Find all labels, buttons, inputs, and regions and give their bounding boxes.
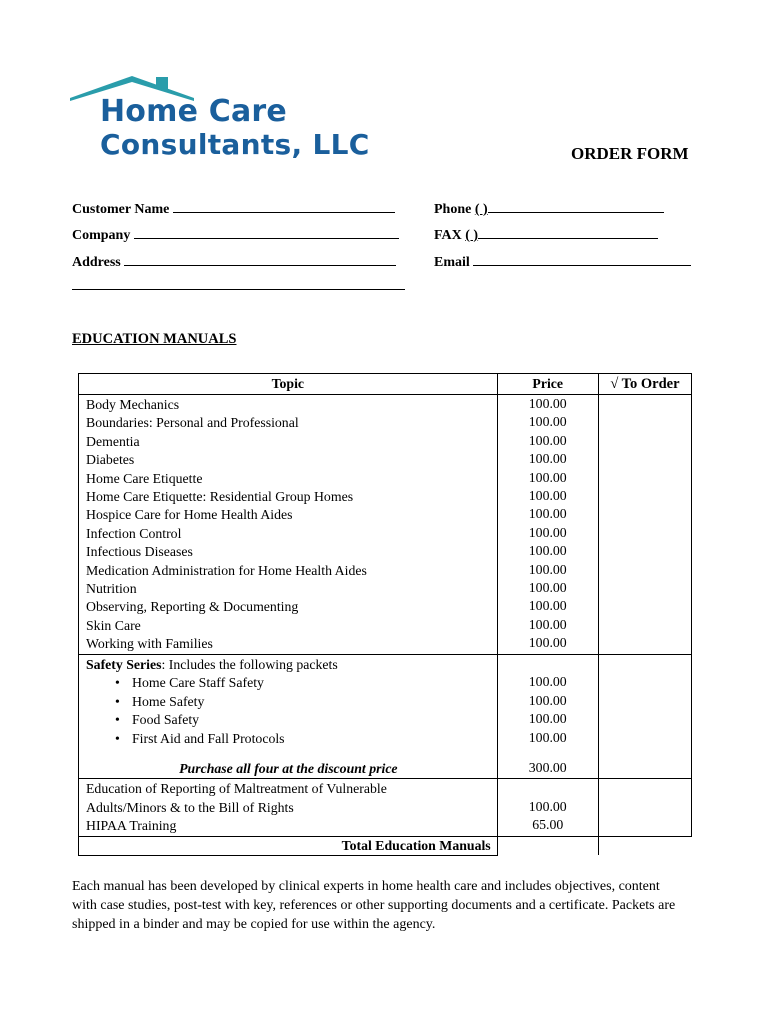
manual-price: 100.00 xyxy=(528,598,567,614)
manual-price: 100.00 xyxy=(528,524,567,540)
manual-price: 100.00 xyxy=(528,580,567,596)
topic-header: Topic xyxy=(79,374,498,395)
safety-packet-price: 100.00 xyxy=(528,729,567,745)
discount-price: 300.00 xyxy=(528,760,567,776)
email-field[interactable] xyxy=(434,251,691,271)
safety-packet-price: 100.00 xyxy=(528,692,567,708)
safety-packet-item: • Home Care Staff Safety xyxy=(86,674,491,693)
safety-packet-item: • Food Safety xyxy=(86,711,491,730)
manual-price: 100.00 xyxy=(528,469,567,485)
manual-topic: Nutrition xyxy=(86,581,137,597)
logo-text-line1: Home Care xyxy=(100,94,287,129)
manual-price: 100.00 xyxy=(528,635,567,651)
manual-topic: Education of Reporting of Maltreatment of Vulnerable Adults/Minors & to the Bill of Rights xyxy=(86,781,387,815)
manual-topic: Infection Control xyxy=(86,525,182,541)
email-label: Email xyxy=(434,255,470,270)
manual-topic: Diabetes xyxy=(86,452,135,468)
safety-series-label: Safety Series xyxy=(86,656,162,672)
phone-label: Phone xyxy=(434,202,472,217)
safety-price-cell xyxy=(497,654,598,779)
manual-topic: Dementia xyxy=(86,433,140,449)
manual-price: 65.00 xyxy=(532,817,564,833)
to-order-header: √ To Order xyxy=(598,374,691,395)
manual-topic: Home Care Etiquette xyxy=(86,470,203,486)
phone-area-code[interactable]: ( ) xyxy=(474,202,488,217)
company-logo xyxy=(70,72,370,167)
manual-price: 100.00 xyxy=(528,451,567,467)
manual-price: 100.00 xyxy=(528,414,567,430)
manual-topic: HIPAA Training xyxy=(86,818,177,834)
price-list-cell xyxy=(497,395,598,655)
footer-description: Each manual has been developed by clinical experts in home health care and includes objectives, content with case studies, post-test with key, references or other supporting documents and a certificate. Packets are shipped in a binder and may be copied for use within the agency. xyxy=(72,879,676,932)
manual-price: 100.00 xyxy=(528,561,567,577)
fax-blank[interactable] xyxy=(478,224,658,239)
manual-topic: Medication Administration for Home Health Aides xyxy=(86,562,367,578)
manual-topic: Boundaries: Personal and Professional xyxy=(86,415,299,431)
email-blank[interactable] xyxy=(473,251,691,266)
tail-topics-cell xyxy=(79,779,498,836)
topic-list-cell xyxy=(79,395,498,655)
safety-packet-item: • Home Safety xyxy=(86,693,491,712)
manual-price: 100.00 xyxy=(528,432,567,448)
table-row xyxy=(79,395,692,655)
total-blank xyxy=(598,836,691,855)
fax-area-code[interactable]: ( ) xyxy=(465,228,479,243)
manual-price: 100.00 xyxy=(528,506,567,522)
safety-packet-item: • First Aid and Fall Protocols xyxy=(86,730,491,749)
discount-label: Purchase all four at the discount price xyxy=(179,761,398,777)
address-blank[interactable] xyxy=(124,251,396,266)
manual-topic: Skin Care xyxy=(86,617,141,633)
customer-name-blank[interactable] xyxy=(173,198,395,213)
manual-price: 100.00 xyxy=(528,488,567,504)
manuals-table xyxy=(78,373,692,856)
tail-order-cell[interactable] xyxy=(598,779,691,836)
address-field[interactable] xyxy=(72,251,396,271)
phone-field[interactable] xyxy=(434,198,664,218)
company-field[interactable] xyxy=(72,224,399,244)
company-label: Company xyxy=(72,228,131,243)
order-checkbox-cell[interactable] xyxy=(598,395,691,655)
manual-price: 100.00 xyxy=(528,616,567,632)
safety-packet-price: 100.00 xyxy=(528,674,567,690)
manual-topic: Observing, Reporting & Documenting xyxy=(86,599,299,615)
total-label: Total Education Manuals xyxy=(79,836,498,855)
manual-topic: Infectious Diseases xyxy=(86,544,193,560)
page-title: ORDER FORM xyxy=(571,144,689,163)
manual-topic: Hospice Care for Home Health Aides xyxy=(86,507,293,523)
fax-label: FAX xyxy=(434,228,462,243)
table-header-row xyxy=(79,374,692,395)
customer-name-label: Customer Name xyxy=(72,202,170,217)
phone-blank[interactable] xyxy=(488,198,664,213)
manual-topic: Body Mechanics xyxy=(86,397,180,412)
safety-packet-list xyxy=(86,674,491,748)
customer-name-field[interactable] xyxy=(72,198,395,218)
manual-price: 100.00 xyxy=(528,543,567,559)
total-row xyxy=(79,836,692,855)
table-row xyxy=(79,779,692,836)
logo-text-line2: Consultants, LLC xyxy=(100,128,370,161)
address-line-2[interactable] xyxy=(72,289,405,290)
safety-series-cell xyxy=(79,654,498,779)
company-blank[interactable] xyxy=(134,224,399,239)
address-label: Address xyxy=(72,255,121,270)
safety-order-cell[interactable] xyxy=(598,654,691,779)
safety-series-row xyxy=(79,654,692,779)
tail-prices-cell xyxy=(497,779,598,836)
manual-topic: Working with Families xyxy=(86,636,213,652)
manual-price: 100.00 xyxy=(528,396,567,411)
safety-packet-price: 100.00 xyxy=(528,711,567,727)
manual-price: 100.00 xyxy=(528,798,567,814)
fax-field[interactable] xyxy=(434,224,658,244)
safety-series-desc: : Includes the following packets xyxy=(161,656,338,672)
total-empty xyxy=(497,836,598,855)
price-header: Price xyxy=(497,374,598,395)
manual-topic: Home Care Etiquette: Residential Group Homes xyxy=(86,489,354,505)
section-title: EDUCATION MANUALS xyxy=(72,331,237,347)
